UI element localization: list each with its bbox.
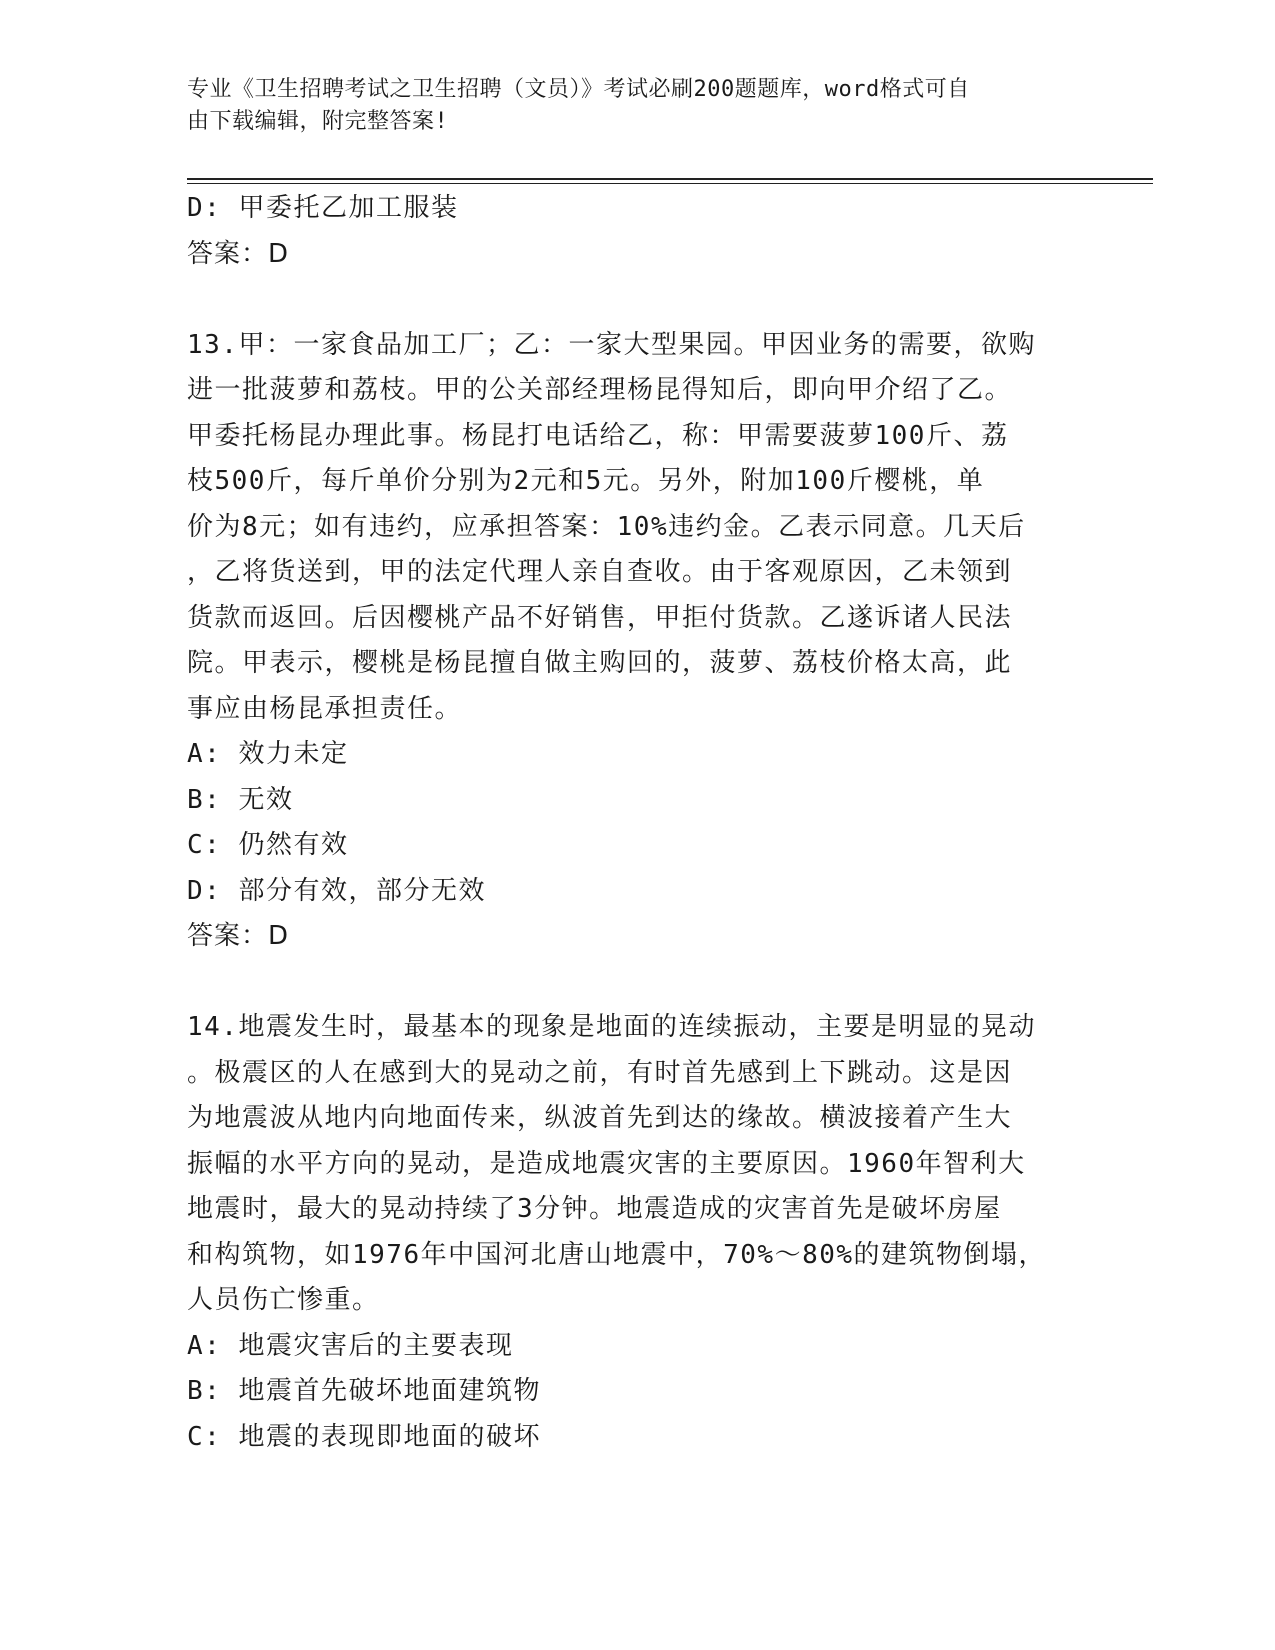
q13-text-line: 事应由杨昆承担责任。 bbox=[187, 693, 463, 724]
q13-option-b: B: 无效 bbox=[187, 784, 294, 815]
q14-text-line: 。极震区的人在感到大的晃动之前，有时首先感到上下跳动。这是因 bbox=[187, 1057, 1013, 1088]
q13-text-line: 甲委托杨昆办理此事。杨昆打电话给乙，称：甲需要菠萝100斤、荔 bbox=[187, 420, 1009, 451]
q13-answer: 答案：D bbox=[187, 921, 290, 951]
header-rule-thick bbox=[187, 178, 1153, 180]
question-12-tail bbox=[187, 186, 1087, 277]
document-body bbox=[187, 186, 1087, 1460]
q14-text-line: 为地震波从地内向地面传来，纵波首先到达的缘故。横波接着产生大 bbox=[187, 1103, 1013, 1133]
q13-text-line: 进一批菠萝和荔枝。甲的公关部经理杨昆得知后，即向甲介绍了乙。 bbox=[187, 375, 1013, 405]
q12-option-d: D: 甲委托乙加工服装 bbox=[187, 193, 459, 223]
q13-text-line: ，乙将货送到，甲的法定代理人亲自查收。由于客观原因，乙未领到 bbox=[187, 557, 1013, 587]
q13-option-d: D: 部分有效，部分无效 bbox=[187, 875, 486, 906]
question-14 bbox=[187, 1005, 1087, 1460]
spacer bbox=[187, 960, 1087, 1006]
q13-text-line: 货款而返回。后因樱桃产品不好销售，甲拒付货款。乙遂诉诸人民法 bbox=[187, 602, 1013, 633]
q13-option-a: A: 效力未定 bbox=[187, 739, 349, 769]
q13-text-line: 价为8元；如有违约，应承担答案：10%违约金。乙表示同意。几天后 bbox=[187, 511, 1026, 542]
q14-text-line: 振幅的水平方向的晃动，是造成地震灾害的主要原因。1960年智利大 bbox=[187, 1148, 1026, 1179]
q14-text-line: 人员伤亡惨重。 bbox=[187, 1285, 380, 1315]
q13-text-line: 枝500斤，每斤单价分别为2元和5元。另外，附加100斤樱桃，单 bbox=[187, 466, 985, 496]
header-line-1: 专业《卫生招聘考试之卫生招聘（文员）》考试必刷200题题库，word格式可自 bbox=[187, 77, 970, 102]
q12-answer: 答案：D bbox=[187, 238, 290, 269]
q14-option-b: B: 地震首先破坏地面建筑物 bbox=[187, 1376, 541, 1406]
header-rule-thin bbox=[187, 183, 1153, 184]
q14-text-line: 地震时，最大的晃动持续了3分钟。地震造成的灾害首先是破坏房屋 bbox=[187, 1194, 1002, 1224]
page-header bbox=[187, 74, 1087, 138]
q14-text-line: 和构筑物，如1976年中国河北唐山地震中，70%～80%的建筑物倒塌， bbox=[187, 1239, 1047, 1270]
q14-option-c: C: 地震的表现即地面的破坏 bbox=[187, 1421, 541, 1452]
q13-text-line: 13.甲：一家食品加工厂；乙：一家大型果园。甲因业务的需要，欲购 bbox=[187, 329, 1036, 360]
q14-option-a: A: 地震灾害后的主要表现 bbox=[187, 1330, 514, 1361]
question-13 bbox=[187, 323, 1087, 960]
q14-text-line: 14.地震发生时，最基本的现象是地面的连续振动，主要是明显的晃动 bbox=[187, 1012, 1036, 1042]
q13-option-c: C: 仍然有效 bbox=[187, 830, 349, 860]
header-line-2: 由下载编辑，附完整答案! bbox=[187, 109, 449, 134]
q13-text-line: 院。甲表示，樱桃是杨昆擅自做主购回的，菠萝、荔枝价格太高，此 bbox=[187, 648, 1013, 678]
spacer bbox=[187, 277, 1087, 323]
